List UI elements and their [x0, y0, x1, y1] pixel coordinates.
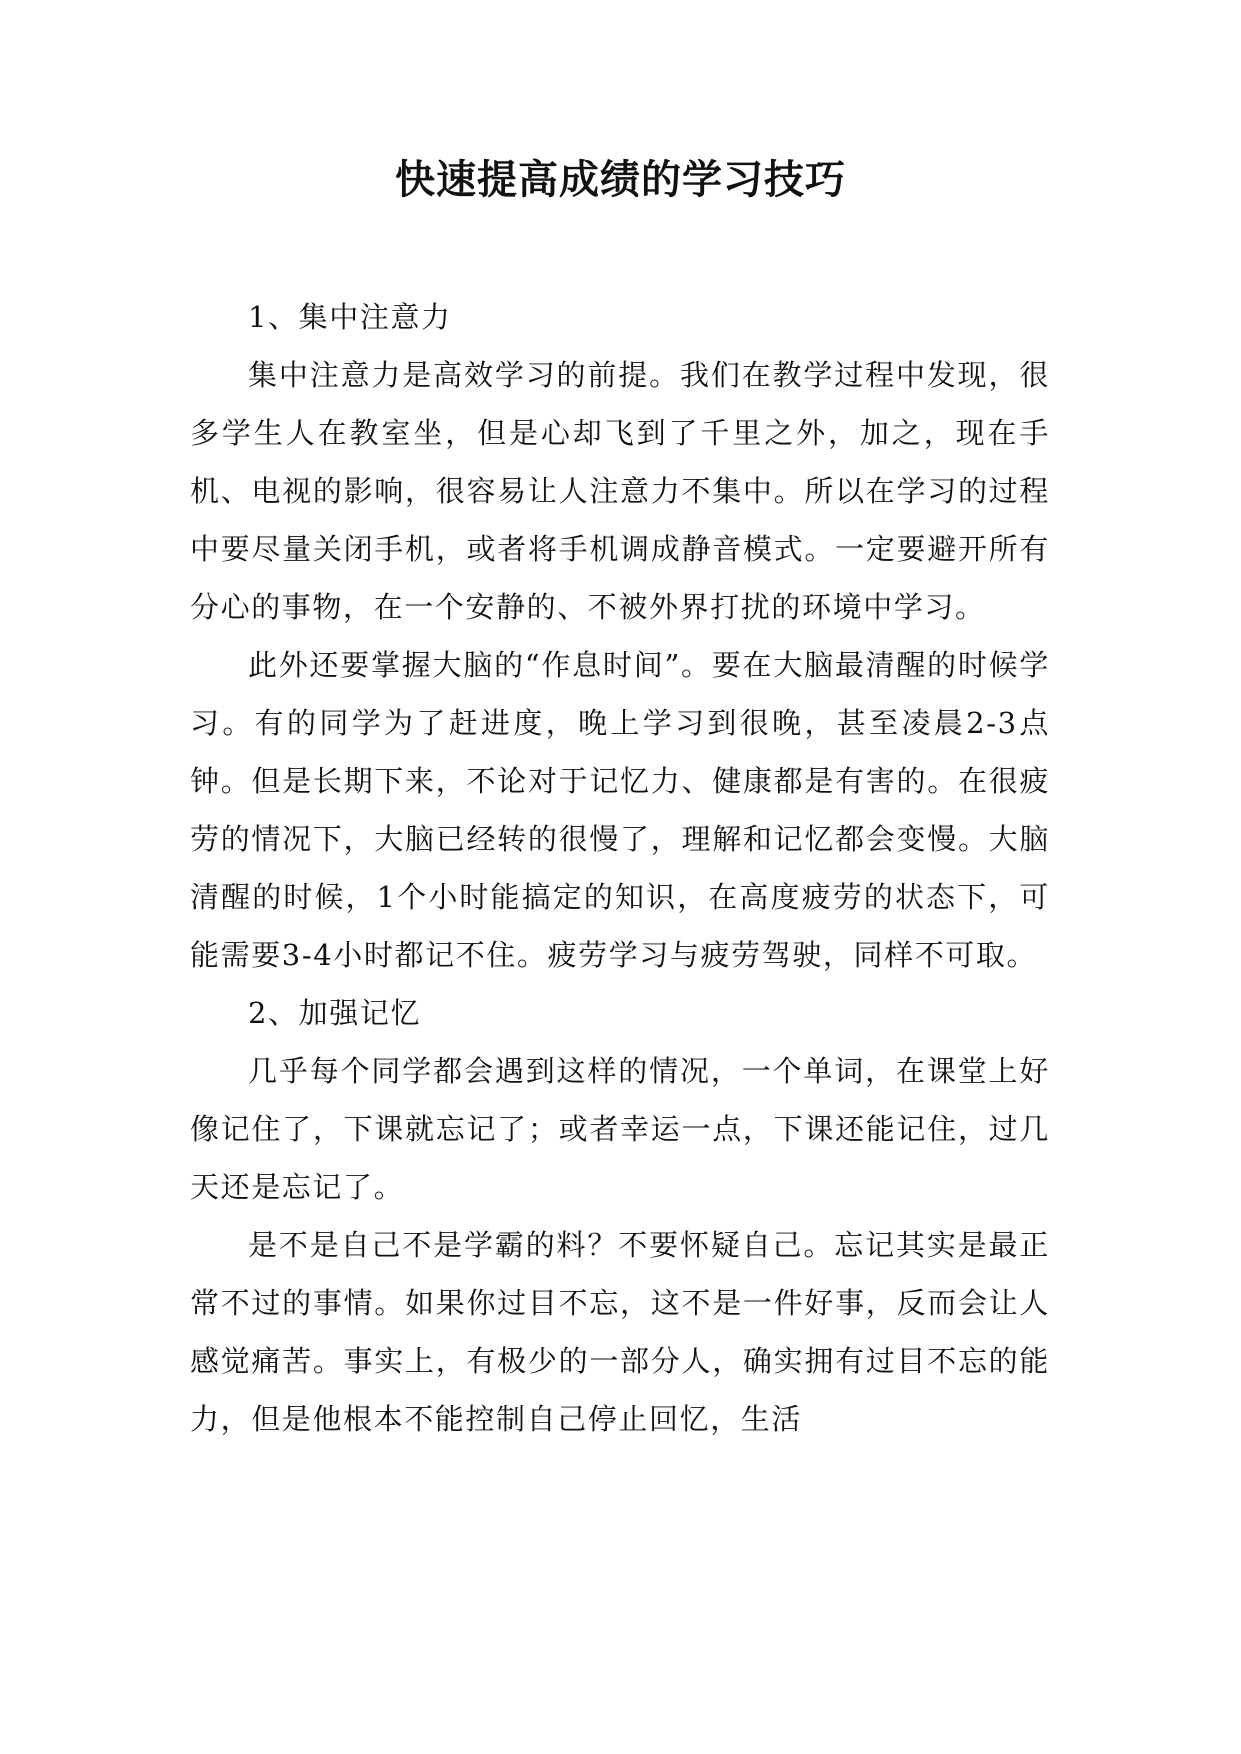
paragraph: 此外还要掌握大脑的“作息时间”。要在大脑最清醒的时候学习。有的同学为了赶进度，晚上学习到很晚，甚至凌晨2-3点钟。但是长期下来，不论对于记忆力、健康都是有害的。在很疲劳的情况下，大脑已经转的很慢了，理解和记忆都会变慢。大脑清醒的时候，1个小时能搞定的知识，在高度疲劳的状态下，可能需要3-4小时都记不住。疲劳学习与疲劳驾驶，同样不可取。 [190, 648, 1050, 972]
paragraph: 几乎每个同学都会遇到这样的情况，一个单词，在课堂上好像记住了，下课就忘记了；或者幸运一点，下课还能记住，过几天还是忘记了。 [190, 1054, 1050, 1204]
document-body [190, 288, 1050, 1448]
section-heading-memory: 2、加强记忆 [248, 996, 422, 1030]
paragraph: 是不是自己不是学霸的料？不要怀疑自己。忘记其实是最正常不过的事情。如果你过目不忘，这不是一件好事，反而会让人感觉痛苦。事实上，有极少的一部分人，确实拥有过目不忘的能力，但是他根本不能控制自己停止回忆，生活 [190, 1228, 1050, 1436]
section-heading-concentration: 1、集中注意力 [248, 300, 452, 334]
document-title: 快速提高成绩的学习技巧 [395, 157, 846, 203]
paragraph: 集中注意力是高效学习的前提。我们在教学过程中发现，很多学生人在教室坐，但是心却飞到了千里之外，加之，现在手机、电视的影响，很容易让人注意力不集中。所以在学习的过程中要尽量关闭手机，或者将手机调成静音模式。一定要避开所有分心的事物，在一个安静的、不被外界打扰的环境中学习。 [190, 358, 1050, 624]
